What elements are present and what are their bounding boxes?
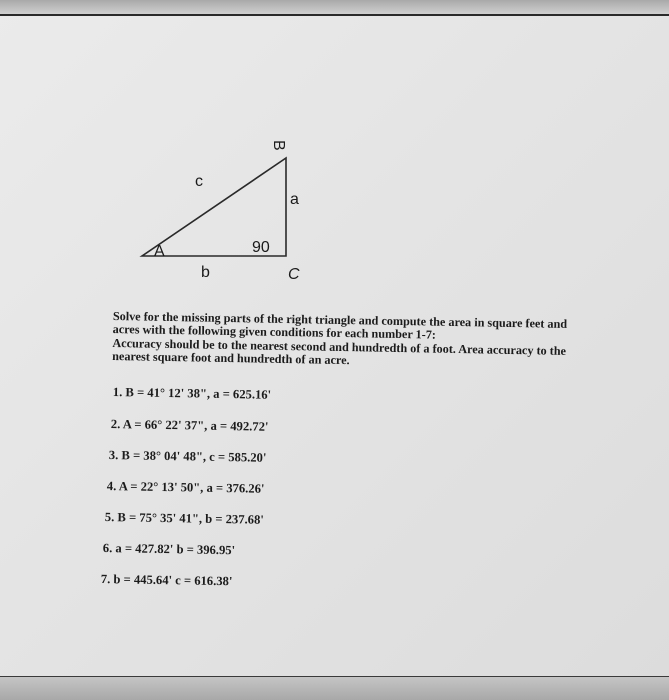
bottom-edge (0, 677, 669, 700)
label-vertex-c: C (288, 266, 300, 283)
problem-item: 5. B = 75° 35' 41", b = 237.68' (104, 510, 264, 527)
problem-item: 6. a = 427.82' b = 396.95' (102, 541, 236, 558)
label-side-a: a (290, 191, 299, 208)
label-right-angle: 90 (252, 239, 270, 256)
label-vertex-a: A (154, 243, 165, 260)
problem-item: 4. A = 22° 13' 50", a = 376.26' (106, 479, 265, 496)
problem-item: 7. b = 445.64' c = 616.38' (100, 572, 233, 589)
problem-item: 3. B = 38° 04' 48", c = 585.20' (108, 448, 267, 465)
instructions-accuracy: Accuracy should be to the nearest second and hundredth of a foot. Area accuracy to the nearest square foot and hundredth of an acre. (112, 335, 567, 368)
problem-item: 2. A = 66° 22' 37", a = 492.72' (110, 417, 269, 434)
label-vertex-b: B (270, 140, 287, 151)
instructions-main: Solve for the missing parts of the right triangle and compute the area in square feet and acres with the following given conditions for each number 1-7: (112, 309, 568, 342)
label-side-c: c (195, 173, 203, 190)
problem-item: 1. B = 41° 12' 38", a = 625.16' (112, 385, 272, 402)
label-side-b: b (201, 264, 210, 281)
